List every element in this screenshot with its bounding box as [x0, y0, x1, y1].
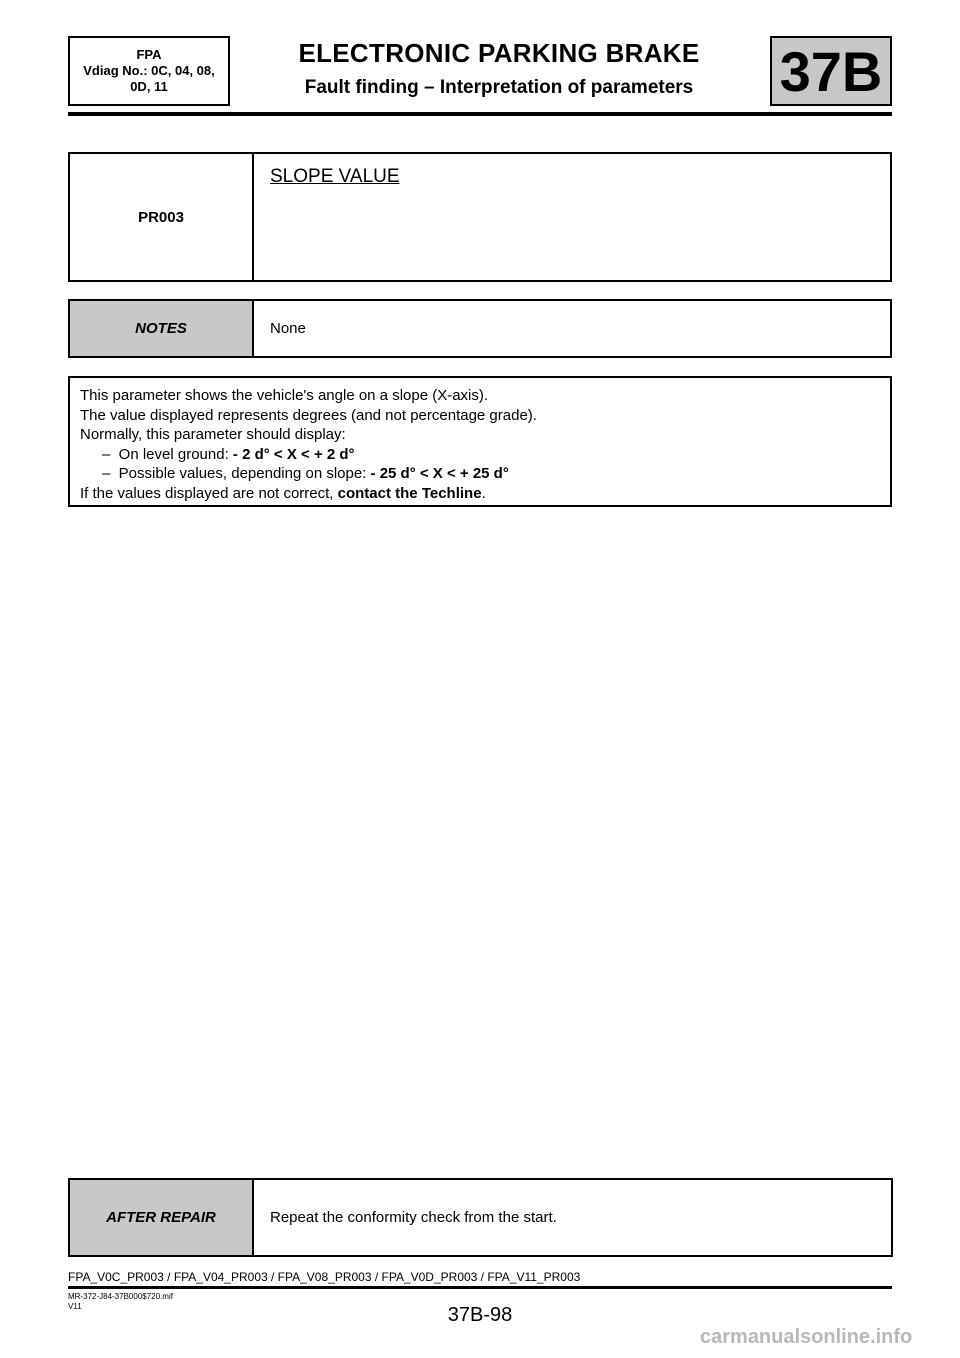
description-line-1: This parameter shows the vehicle's angle on a slope (X-axis).	[80, 387, 489, 404]
site-watermark: carmanualsonline.info	[700, 1326, 913, 1348]
after-repair-table	[68, 1178, 893, 1257]
level-ground-value: - 2 d° < X < + 2 d°	[232, 445, 355, 463]
document-version: V11	[68, 1302, 82, 1311]
after-repair-label: AFTER REPAIR	[70, 1180, 254, 1255]
section-code-badge: 37B	[770, 36, 892, 106]
vehicle-info-line-1: FPA	[136, 47, 162, 62]
notes-label: NOTES	[70, 301, 254, 356]
parameter-references: FPA_V0C_PR003 / FPA_V04_PR003 / FPA_V08_PR003 / FPA_V0D_PR003 / FPA_V11_PR003	[68, 1270, 581, 1284]
description-item-level-ground	[80, 445, 880, 465]
techline-contact: contact the Techline	[337, 484, 482, 502]
page-title: ELECTRONIC PARKING BRAKE	[298, 38, 700, 68]
page-subtitle: Fault finding – Interpretation of parameters	[304, 77, 694, 98]
description-line-4	[80, 484, 880, 504]
source-file-info	[68, 1292, 173, 1312]
techline-suffix: .	[481, 484, 486, 502]
parameter-title-cell	[254, 154, 890, 280]
vehicle-info-box	[68, 36, 230, 106]
slope-label: – Possible values, depending on slope:	[102, 465, 371, 482]
page-number: 37B-98	[447, 1304, 513, 1326]
vehicle-info-line-3: 0D, 11	[130, 79, 168, 94]
parameter-title: SLOPE VALUE	[270, 166, 400, 187]
footer-divider	[68, 1286, 892, 1289]
parameter-code: PR003	[70, 154, 254, 280]
level-ground-label: – On level ground:	[102, 445, 233, 463]
vehicle-info-line-2: Vdiag No.: 0C, 04, 08,	[83, 63, 215, 78]
description-line-3: Normally, this parameter should display:	[80, 426, 346, 443]
slope-value: - 25 d° < X < + 25 d°	[370, 465, 509, 482]
parameter-table	[68, 152, 892, 282]
notes-text: None	[270, 320, 306, 337]
techline-prefix: If the values displayed are not correct,	[80, 484, 338, 502]
source-file-name: MR-372-J84-37B000$720.mif	[68, 1292, 173, 1301]
description-line-2: The value displayed represents degrees (and not percentage grade).	[80, 406, 537, 424]
header-divider	[68, 112, 892, 116]
parameter-description	[68, 376, 892, 507]
after-repair-text: Repeat the conformity check from the start.	[270, 1209, 557, 1226]
description-item-slope	[80, 464, 880, 484]
notes-table	[68, 299, 892, 358]
